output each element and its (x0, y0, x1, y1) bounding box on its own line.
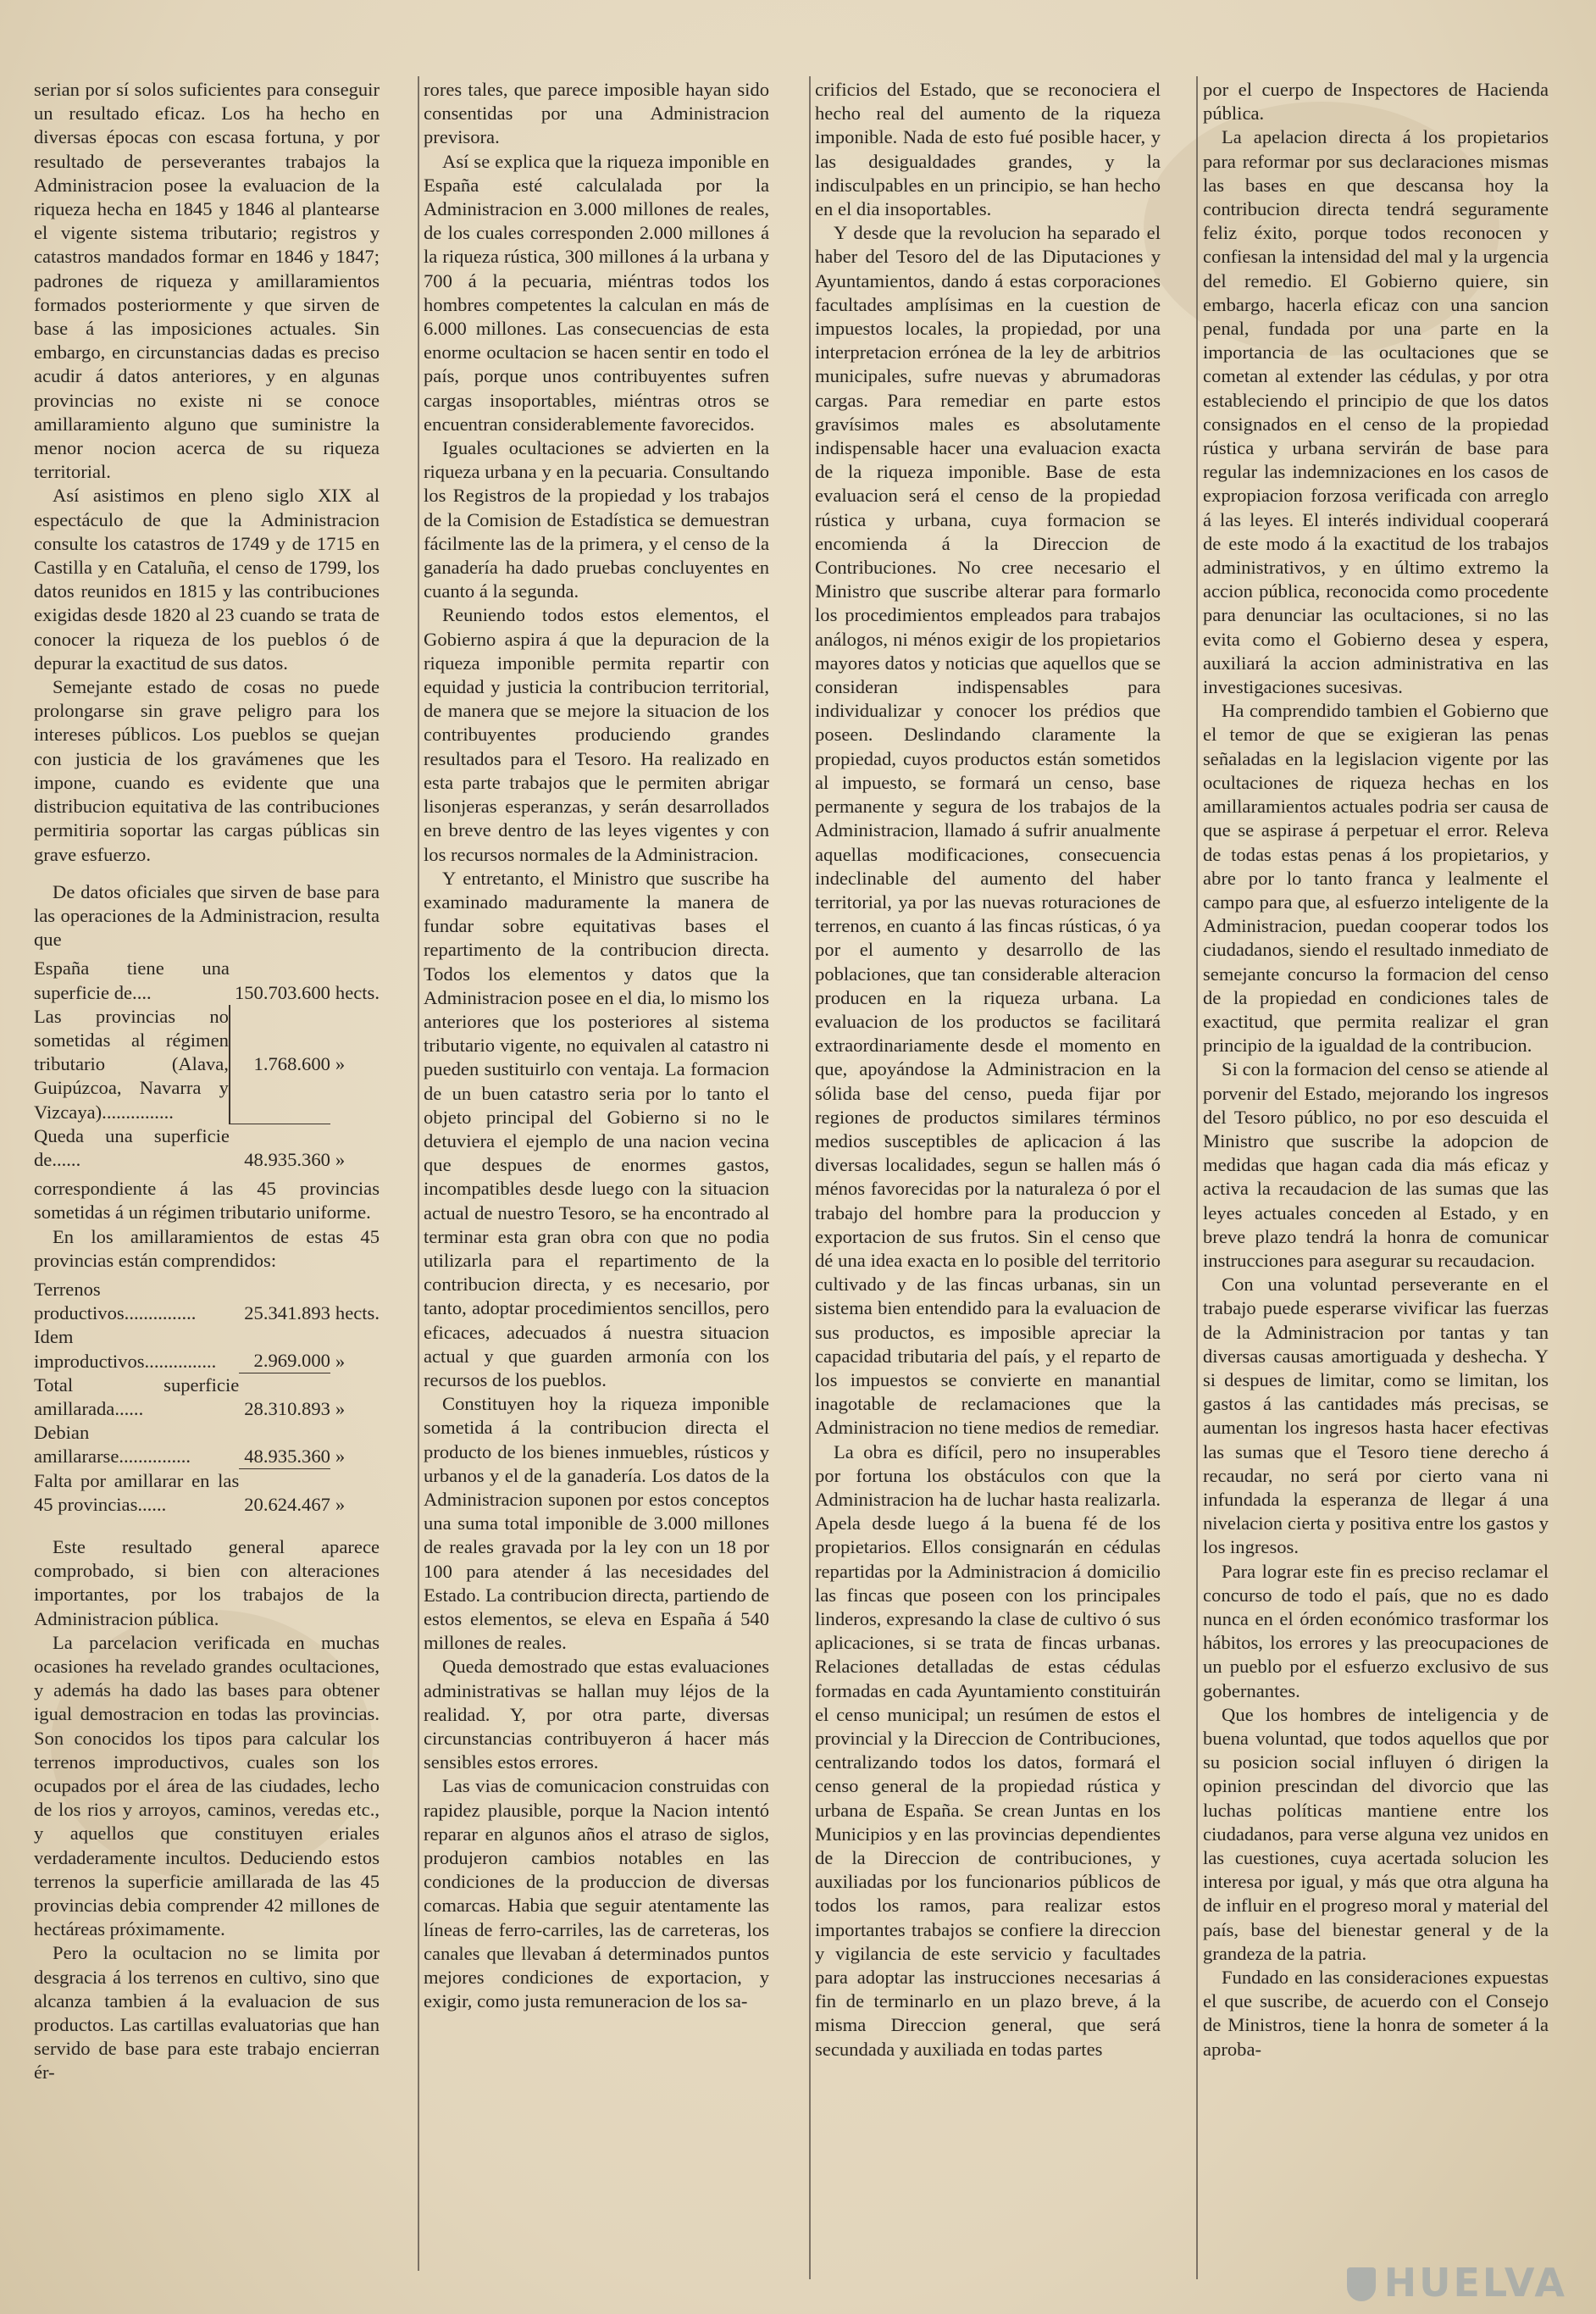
table-label: Idem improductivos............... (34, 1326, 217, 1372)
table-unit: » (335, 1053, 346, 1075)
table-row (34, 1124, 380, 1172)
table-label: España tiene una superficie de.... (34, 957, 230, 1003)
column-rule (418, 76, 419, 2271)
paragraph: por el cuerpo de Inspectores de Hacienda pública. (1203, 79, 1549, 125)
table-value: 48.935.360 (230, 1124, 330, 1172)
paragraph: La parcelacion verificada en muchas ocasiones ha revelado grandes ocultaciones, y además ha dado las bases para obtener igual demostracion en todas las provincias. Son conocidos los tipos para calcular los terrenos improductivos, cuales son los ocupados por el área de las ciudades, lecho de los rios y arroyos, caminos, veredas etc., y aquellos que constituyen eriales verdaderamente incultos. Deduciendo estos terrenos la superficie amillarada de las 45 provincias debia comprender 42 millones de hectáreas próximamente. (34, 1631, 380, 1940)
paragraph: Reuniendo todos estos elementos, el Gobierno aspira á que la depuracion de la riqueza imponible permita repartir con equidad y justicia la contribucion territorial, de manera que se mejore la situacion de los contribuyentes produciendo grandes resultados para el Tesoro. Ha realizado en esta parte trabajos que le permiten abrigar lisonjeras esperanzas, y serán desarrollados en breve dentro de las leyes vigentes y con los recursos normales de la Administracion. (424, 604, 769, 865)
paragraph: En los amillaramientos de estas 45 provincias están comprendidos: (34, 1225, 380, 1271)
table-row (34, 957, 380, 1004)
table-value: 25.341.893 (244, 1302, 330, 1324)
table-unit: » (335, 1148, 346, 1170)
paragraph: crificios del Estado, que se reconociera el hecho real del aumento de la riqueza imponible. Nada de esto fué posible hacer, y las desigualdades grandes, y la indisculpables en un principio, se han hecho en el dia insoportables. (815, 79, 1161, 220)
column-2 (424, 78, 769, 2289)
paragraph: Si con la formacion del censo se atiende al porvenir del Estado, mejorando los ingresos del Tesoro público, no por eso descuida el Ministro que suscribe la adopcion de medidas que hagan cada dia más eficaz y activa la recaudacion de las sumas que las leyes actuales conceden al Estado, y en breve plazo tendrá la honra de comunicar instrucciones para asegurar su recaudacion. (1203, 1058, 1549, 1271)
shield-icon (1347, 2267, 1376, 2301)
table-row (34, 1005, 380, 1124)
paragraph: serian por sí solos suficientes para conseguir un resultado eficaz. Los ha hecho en diversas épocas con escasa fortuna, y por resultado de perseverantes trabajos la Administracion posee la evaluacion de la riqueza hecha en 1845 y 1846 al plantearse el vigente sistema tributario; registros y catastros mandados formar en 1846 y 1847; padrones de riqueza y amillaramientos formados posteriormente y que sirven de base á las imposiciones actuales. Sin embargo, en circunstancias dadas es preciso acudir á datos anteriores, y en algunas provincias no existe ni se conoce amillaramiento alguno que suministre la menor nocion acerca de su riqueza territorial. (34, 79, 380, 483)
paragraph: La apelacion directa á los propietarios para reformar por sus declaraciones mismas las bases en que descansa hoy la contribucion directa tendrá seguramente feliz éxito, porque todos reconocen y confiesan la intensidad del mal y la urgencia del remedio. El Gobierno quiere, sin embargo, hacerla eficaz con una sancion penal, fundada por una parte en la importancia de las ocultaciones que se cometan al extender las cédulas, y por otra estableciendo el principio de que los datos consignados en el censo de la propiedad rústica y urbana servirán de base para regular las indemnizaciones en los casos de expropiacion forzosa verificada con arreglo á las leyes. El interés individual cooperará de este modo á la exactitud de los trabajos administrativos, y en último extremo la accion pública, reconocida como procedente para denunciar las ocultaciones, si no las evita como el Gobierno desea y espera, auxiliará la accion administrativa en las investigaciones sucesivas. (1203, 126, 1549, 698)
table-value: 150.703.600 (234, 981, 330, 1003)
table-label: Queda una superficie de...... (34, 1124, 230, 1170)
table-row (34, 1278, 380, 1325)
table-label: Total superficie amillarada...... (34, 1373, 240, 1419)
paragraph: Pero la ocultacion no se limita por desgracia á los terrenos en cultivo, sino que alcanza tambien á la evaluacion de sus productos. Las cartillas evaluatorias que han servido de base para este trabajo encierran ér- (34, 1942, 380, 2084)
paragraph: Iguales ocultaciones se advierten en la riqueza urbana y en la pecuaria. Consultando los Registros de la propiedad y los trabajos de la Comision de Estadística se demuestran fácilmente las de la primera, y el censo de la ganadería ha dado pruebas concluyentes en cuanto á la segunda. (424, 437, 769, 602)
paragraph: Así asistimos en pleno siglo XIX al espectáculo de que la Administracion consulte los catastros de 1749 y de 1715 en Castilla y en Cataluña, el censo de 1799, los datos reunidos en 1815 y las contribuciones exigidas desde 1820 al 23 cuando se trata de conocer la riqueza de los pueblos ó de depurar la exactitud de sus datos. (34, 485, 380, 674)
paragraph: Y desde que la revolucion ha separado el haber del Tesoro del de las Diputaciones y Ayuntamientos, dando á estas corporaciones facultades amplísimas en la cuestion de impuestos locales, la propiedad, por una interpretacion errónea de la ley de arbitrios municipales, sufre nuevas y abrumadoras cargas. Para remediar en parte estos gravísimos males es absolutamente indispensable hacer una evaluacion exacta de la riqueza imponible. Base de esta evaluacion será el censo de la propiedad rústica y urbana, cuya formacion se encomienda á la Direccion de Contribuciones. No cree necesario el Ministro que suscribe alterar para formarlo los procedimientos empleados para trabajos análogos, ni ménos exigir de los propietarios mayores datos y noticias que aquellos que se consideran indispensables para individualizar y conocer los prédios que poseen. Deslindando claramente la propiedad, cuyos productos están sometidos al impuesto, se formará un censo, base permanente y segura de los trabajos de la Administracion, llamado á sufrir anualmente aquellas modificaciones, consecuencia indeclinable del aumento del haber territorial, ya por las nuevas roturaciones de terrenos, en cuanto á las fincas rústicas, ó ya por el aumento y desarrollo de las poblaciones, que tan considerable alteracion producen en la riqueza urbana. La evaluacion de los productos se facilitará extraordinariamente desde el momento en que, apoyándose la Administracion en la sólida base del censo, pueda fijar por regiones de productos similares términos medios susceptibles de aplicacion á las diversas localidades, segun se hallen más ó ménos favorecidas por la naturaleza ó por el trabajo del hombre para la produccion y exportacion de sus frutos. Sin el censo que dé una idea exacta en lo posible del territorio cultivado y de las fincas urbanas, sin un sistema bien entendido para la evaluacion de sus productos, es imposible apreciar la capacidad tributaria del país, y el reparto de los impuestos se convierte en manantial inagotable de reclamaciones que la Administracion no tiene medios de remediar. (815, 222, 1161, 1439)
table-unit: » (335, 1493, 346, 1515)
table-unit: » (335, 1397, 346, 1419)
column-rule (809, 76, 811, 2279)
table-value: 1.768.600 (253, 1052, 330, 1074)
table-row (34, 1469, 380, 1517)
paragraph: rores tales, que parece imposible hayan sido consentidas por una Administracion previsora. (424, 79, 769, 148)
table-label: Las provincias no sometidas al régimen tributario (Alava, Guipúzcoa, Navarra y Vizcaya)............... (34, 1005, 230, 1124)
table-value: 28.310.893 (239, 1373, 330, 1421)
column-rule (1196, 76, 1198, 2279)
paragraph: Ha comprendido tambien el Gobierno que el temor de que se exigieran las penas señaladas en la legislacion vigente por las ocultaciones de riqueza hechas en los amillaramientos actuales podria ser causa de que se aspirase á perpetuar el error. Releva de todas estas penas á los propietarios, y abre por lo tanto franca y lealmente el campo para que, al esfuerzo inteligente de la Administracion, puedan cooperar todos los ciudadanos, siendo el resultado inmediato de semejante concurso la formacion del censo de la propiedad en condiciones tales de exactitud, que permita realizar el gran principio de la igualdad de la contribucion. (1203, 700, 1549, 1057)
table-unit: hects. (335, 981, 380, 1003)
paragraph: Que los hombres de inteligencia y de buena voluntad, que todos aquellos que por su posicion social influyen ó dirigen la opinion prescindan del divorcio que las luchas políticas mantiene entre los ciudadanos, para verse alguna vez unidos en las cuestiones, cuya acertada solucion les interesa por igual, y más que otra alguna ha de influir en el progreso moral y material del país, base del bienestar general y de la grandeza de la patria. (1203, 1703, 1549, 1964)
surface-table (34, 957, 380, 1172)
paragraph: Semejante estado de cosas no puede prolongarse sin grave peligro para los intereses públicos. Los pueblos se quejan con justicia de los gravámenes que les impone, cuando es evidente que una distribucion equitativa de las contribuciones permitiria soportar las cargas públicas sin grave esfuerzo. (34, 676, 380, 865)
table-unit: » (335, 1350, 346, 1372)
column-1 (34, 78, 380, 2289)
paragraph: correspondiente á las 45 provincias sometidas á un régimen tributario uniforme. (34, 1178, 380, 1224)
table-value: 20.624.467 (239, 1469, 330, 1517)
paragraph: De datos oficiales que sirven de base para las operaciones de la Administracion, resulta que (34, 880, 380, 951)
table-label: Debian amillararse............... (34, 1422, 191, 1468)
paragraph: Así se explica que la riqueza imponible en España esté calculalada por la Administracion en 3.000 millones de reales, de los cuales corresponden 2.000 millones á la riqueza rústica, 300 millones á la urbana y 700 á la pecuaria, miéntras todos los hombres competentes la calculan en más de 6.000 millones. Las consecuencias de esta enorme ocultacion se hacen sentir en todo el país, porque unos contribuyentes sufren cargas insoportables, miéntras otros se encuentran considerablemente favorecidos. (424, 150, 769, 435)
table-unit: hects. (335, 1302, 380, 1324)
paragraph: Para lograr este fin es preciso reclamar el concurso de todo el país, que no es dado nunca en el órden económico trasformar los hábitos, los errores y las preocupaciones de un pueblo por el esfuerzo exclusivo de sus gobernantes. (1203, 1560, 1549, 1701)
table-row (34, 1421, 380, 1468)
paragraph: Fundado en las consideraciones expuestas el que suscribe, de acuerdo con el Consejo de Ministros, tiene la honra de someter á la aproba- (1203, 1967, 1549, 2060)
table-label: Terrenos productivos............... (34, 1278, 197, 1324)
watermark-text: HUELVA (1383, 2260, 1567, 2306)
column-4 (1203, 78, 1549, 2289)
paragraph: Y entretanto, el Ministro que suscribe ha examinado maduramente la manera de fundar sobre equitativas bases el repartimento de la contribucion directa. Todos los elementos y datos que la Administracion posee en el dia, lo mismo los anteriores que los posteriores al sistema tributario vigente, no equivalen al catastro ni pueden sustituirlo con ventaja. La formacion de un buen catastro seria por lo tanto el objeto principal del Gobierno si no le detuviera el ejemplo de una nacion vecina que despues de enormes gastos, incompatibles desde luego con la situacion actual de nuestro Tesoro, se ha encontrado al terminar esta gran obra con que no podia utilizarla para el repartimento de la contribucion directa, y es necesario, por tanto, adoptar procedimientos sencillos, pero eficaces, adecuados á nuestra situacion actual y que guarden armonía con los recursos de los pueblos. (424, 867, 769, 1390)
table-label: Falta por amillarar en las 45 provincias...... (34, 1469, 240, 1515)
table-row (34, 1325, 380, 1373)
table-value: 48.935.360 (244, 1445, 330, 1467)
paragraph: Las vias de comunicacion construidas con rapidez plausible, porque la Nacion intentó reparar en algunos años el atraso de siglos, produjeron cambios notables en las condiciones de la produccion de diversas comarcas. Habia que seguir atentamente las líneas de ferro-carriles, las de carreteras, los canales que llevaban á determinados puntos mejores condiciones de exportacion, y exigir, como justa remuneracion de los sa- (424, 1775, 769, 2012)
paragraph: Constituyen hoy la riqueza imponible sometida á la contribucion directa el producto de los bienes inmuebles, rústicos y urbanos y el de la ganadería. Los datos de la Administracion suponen por estos conceptos una suma total imponible de 3.000 millones de reales gravada por la ley con un 18 por 100 para atender á las necesidades del Estado. La contribucion directa, partiendo de estos elementos, se eleva en España á 540 millones de reales. (424, 1393, 769, 1654)
archive-watermark (1347, 2260, 1567, 2306)
table-row (34, 1373, 380, 1421)
table-value: 2.969.000 (253, 1350, 330, 1372)
table-unit: » (335, 1446, 346, 1468)
amillaramiento-table (34, 1278, 380, 1517)
paragraph: La obra es difícil, pero no insuperables por fortuna los obstáculos con que la Administracion ha de luchar hasta realizarla. Apela desde luego á la buena fé de los propietarios. Ellos consignarán en cédulas repartidas por la Administracion á domicilio las fincas que poseen con los principales linderos, expresando la clase de cultivo ó sus aplicaciones, si se trata de fincas urbanas. Relaciones detalladas de estas cédulas formadas en cada Ayuntamiento constituirán el censo municipal; un resúmen de estos el provincial y la Direccion de Contribuciones, centralizando todos los datos, formará el censo general de la propiedad rústica y urbana de España. Se crean Juntas en los Municipios y en las provincias dependientes de la Direccion de contribuciones, y auxiliadas por los funcionarios públicos de todos los ramos, para realizar estos importantes trabajos se confiere la direccion y vigilancia de este servicio y facultades para adoptar las instrucciones necesarias á fin de terminarlo en un plazo breve, á la misma Direccion general, que será secundada y auxiliada en todas partes (815, 1440, 1161, 2060)
paragraph: Queda demostrado que estas evaluaciones administrativas se hallan muy léjos de la realidad. Y, por otra parte, diversas circunstancias contribuyeron á hacer más sensibles estos errores. (424, 1656, 769, 1773)
paragraph: Este resultado general aparece comprobado, si bien con alteraciones importantes, por los trabajos de la Administracion pública. (34, 1535, 380, 1629)
paragraph: Con una voluntad perseverante en el trabajo puede esperarse vivificar las fuerzas de la Administracion por tantas y tan diversas causas amortiguada y deshecha. Y si despues de limitar, como se limitan, los gastos á las cantidades más precisas, se aumentan los ingresos hasta hacer efectivas las sumas que el Tesoro tiene derecho á recaudar, no será por cierto vana ni infundada la esperanza de llegar á una nivelacion cierta y positiva entre los gastos y los ingresos. (1203, 1274, 1549, 1558)
column-3 (815, 78, 1161, 2289)
